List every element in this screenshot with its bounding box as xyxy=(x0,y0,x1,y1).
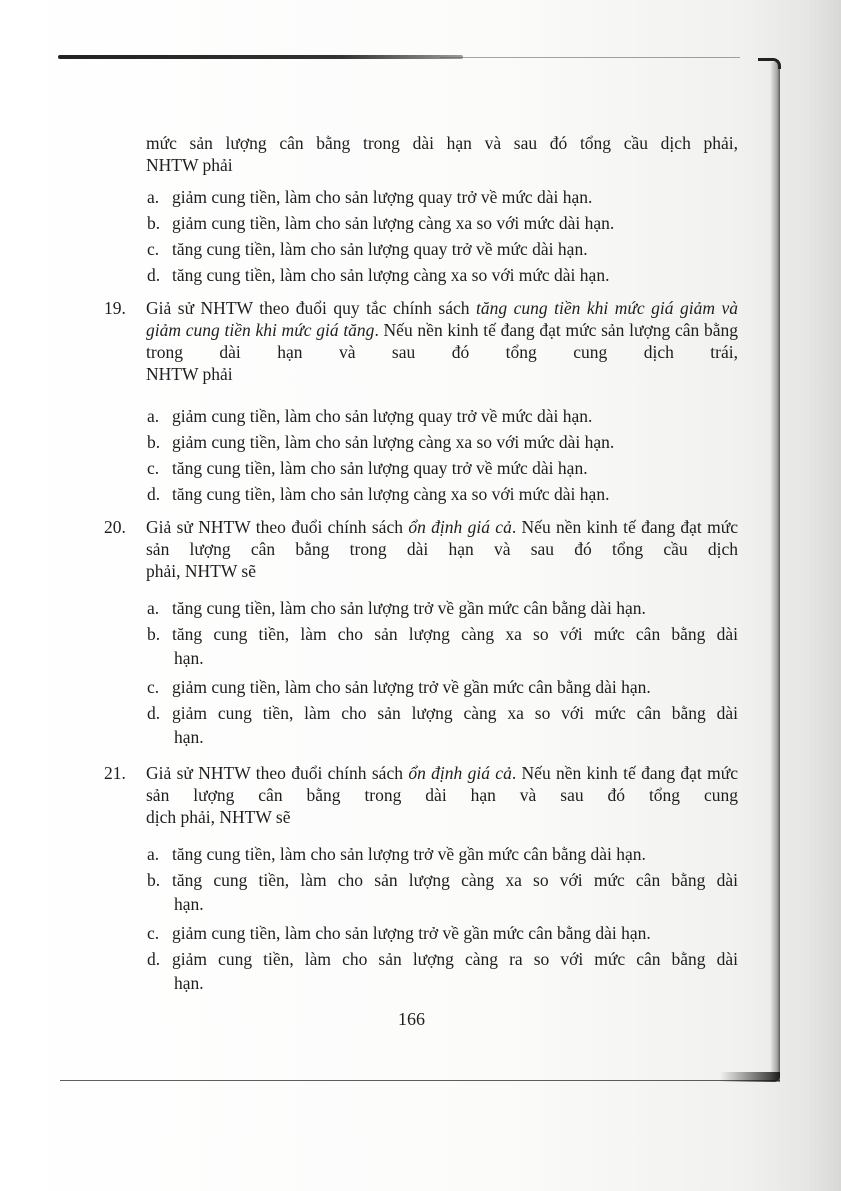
option-letter: a. xyxy=(147,187,160,207)
page-corner-bottom xyxy=(720,1072,780,1082)
q21-stem xyxy=(146,762,738,828)
option-text: giảm cung tiền, làm cho sản lượng trở về gần mức cân bằng dài hạn. xyxy=(172,923,651,943)
option-text: giảm cung tiền, làm cho sản lượng càng xa so với mức dài hạn. xyxy=(172,213,615,233)
option-letter: a. xyxy=(147,406,160,426)
q21-line1c: . Nếu nền kinh tế xyxy=(511,763,636,783)
option-letter: b. xyxy=(147,432,161,452)
option-text: tăng cung tiền, làm cho sản lượng quay trở về mức dài hạn. xyxy=(172,239,588,259)
q20-line1b: ổn định giá cả xyxy=(408,517,512,537)
option-text: giảm cung tiền, làm cho sản lượng càng xa so với mức dài hạn. xyxy=(172,432,615,452)
option-letter: b. xyxy=(147,870,161,890)
option-letter: c. xyxy=(147,677,160,697)
option-text-continued: hạn. xyxy=(174,894,204,914)
option-letter: d. xyxy=(147,703,161,723)
q21-number: 21. xyxy=(104,763,126,783)
q21-line1a: Giả sử NHTW theo đuổi chính sách xyxy=(146,763,409,783)
option-text: giảm cung tiền, làm cho sản lượng quay trở về mức dài hạn. xyxy=(172,406,593,426)
option-text: tăng cung tiền, làm cho sản lượng trở về gần mức cân bằng dài hạn. xyxy=(172,598,646,618)
q19-number: 19. xyxy=(104,298,126,318)
option-text: giảm cung tiền, làm cho sản lượng trở về gần mức cân bằng dài hạn. xyxy=(172,677,651,697)
q20-line3: phải, NHTW sẽ xyxy=(146,561,256,581)
option-letter: c. xyxy=(147,458,160,478)
q19-line1a: Giả sử NHTW theo đuổi quy tắc chính sách xyxy=(146,298,476,318)
bottom-rule xyxy=(60,1080,780,1081)
option-letter: a. xyxy=(147,844,160,864)
option-letter: d. xyxy=(147,949,161,969)
q18-intro-line1: mức sản lượng cân bằng trong dài hạn và sau đó tổng cầu dịch phải, xyxy=(146,133,738,153)
q21-line3: dịch phải, NHTW sẽ xyxy=(146,807,291,827)
q19-stem xyxy=(146,297,738,385)
option-text: giảm cung tiền, làm cho sản lượng càng xa so với mức cân bằng dài xyxy=(172,703,738,723)
q19-line2b: . Nếu nền kinh tế đang đạt xyxy=(374,320,561,340)
option-letter: b. xyxy=(147,213,161,233)
q19-line3: mức sản lượng cân bằng trong dài hạn và sau đó tổng cung dịch trái, xyxy=(146,320,738,362)
q18-intro-line2: NHTW phải xyxy=(146,155,233,175)
option-text: giảm cung tiền, làm cho sản lượng quay trở về mức dài hạn. xyxy=(172,187,593,207)
option-text: tăng cung tiền, làm cho sản lượng quay trở về mức dài hạn. xyxy=(172,458,588,478)
q21-line2: đang đạt mức sản lượng cân bằng trong dài hạn và sau đó tổng cung xyxy=(146,763,738,805)
option-text: tăng cung tiền, làm cho sản lượng càng xa so với mức cân bằng dài xyxy=(172,870,738,890)
option-letter: c. xyxy=(147,923,160,943)
q18-continuation xyxy=(146,132,738,176)
option-text-continued: hạn. xyxy=(174,973,204,993)
q20-stem xyxy=(146,516,738,582)
q19-line2a: giảm và giảm cung tiền khi mức giá tăng xyxy=(146,298,739,340)
page-edge-shadow xyxy=(770,62,780,1082)
option-text: tăng cung tiền, làm cho sản lượng trở về gần mức cân bằng dài hạn. xyxy=(172,844,646,864)
option-text-continued: hạn. xyxy=(174,727,204,747)
page-number: 166 xyxy=(398,1009,425,1029)
option-letter: a. xyxy=(147,598,160,618)
option-text-continued: hạn. xyxy=(174,648,204,668)
top-rule-thin xyxy=(440,57,740,58)
q20-line1c: . Nếu nền kinh tế xyxy=(511,517,636,537)
option-letter: d. xyxy=(147,265,161,285)
option-text: giảm cung tiền, làm cho sản lượng càng ra so với mức cân bằng dài xyxy=(172,949,738,969)
q20-number: 20. xyxy=(104,517,126,537)
q21-line1b: ổn định giá cả xyxy=(408,763,512,783)
option-text: tăng cung tiền, làm cho sản lượng càng xa so với mức cân bằng dài xyxy=(172,624,738,644)
q20-line1a: Giả sử NHTW theo đuổi chính sách xyxy=(146,517,409,537)
option-letter: b. xyxy=(147,624,161,644)
option-letter: d. xyxy=(147,484,161,504)
option-text: tăng cung tiền, làm cho sản lượng càng xa so với mức dài hạn. xyxy=(172,265,610,285)
q19-line1b: tăng cung tiền khi mức giá xyxy=(476,298,674,318)
option-text: tăng cung tiền, làm cho sản lượng càng xa so với mức dài hạn. xyxy=(172,484,610,504)
option-letter: c. xyxy=(147,239,160,259)
q20-line2: đang đạt mức sản lượng cân bằng trong dài hạn và sau đó tổng cầu dịch xyxy=(146,517,738,559)
top-rule xyxy=(58,55,463,59)
q19-line4: NHTW phải xyxy=(146,364,233,384)
